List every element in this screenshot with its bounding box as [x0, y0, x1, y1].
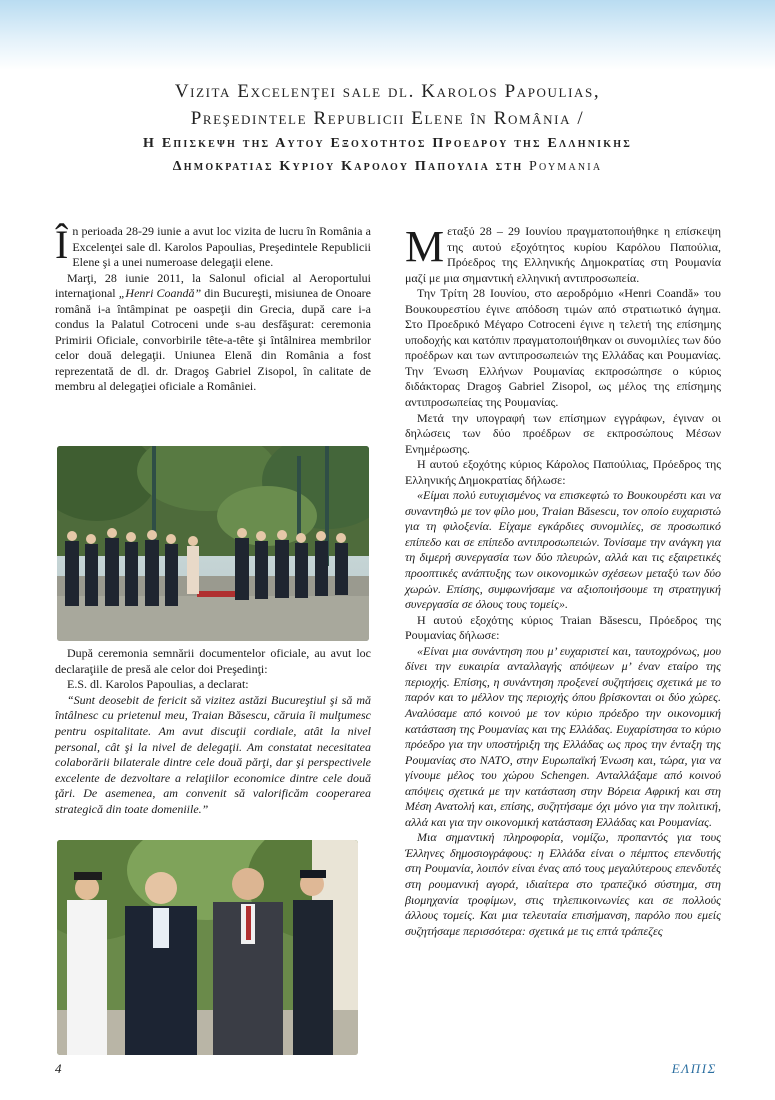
ro-paragraph-2 [55, 271, 371, 395]
gr-paragraph-4: Η αυτού εξοχότης κύριος Κάρολος Παπούλιας, Πρόεδρος της Ελληνικής Δημοκρατίας δήλωσε: [405, 457, 721, 487]
title-gr-line-1: Η Επισκεψη της Αυτου Εξοχοτητος Προεδρου της Ελληνικης [143, 136, 632, 151]
ro-airport-name: „Henri Coandă” [118, 286, 202, 301]
page-number: 4 [55, 1061, 62, 1076]
gr-quote-basescu-1: «Είναι μια συνάντηση που μ’ ευχαριστεί και, ταυτοχρόνως, μου δίνει την ευκαιρία ανταλλαγής απόψεων μ’ έναν εταίρο της περιοχής. Επίσης, η συνάντηση προξενεί συζητήσεις σχετικά με το παρόν και το μέλλον της περιοχής όπου βρίσκονται οι δύο χώρες. Αναλύσαμε από κοινού με τον κύριο πρόεδρο την οικονομική κατάσταση της Ρουμανίας και της Ελλάδας. Ευχαρίστησα το κύριο πρόεδρο για την υποστήριξη της Ελλάδας ως προς την ένταξη της Ρουμανίας στο ΝΑΤΟ, στην Ευρωπαϊκή Ένωση και, τώρα, για να γίνουμε μέλος του χώρου Schengen. Ανταλλάξαμε από κοινού απόψεις σχετικά με την κατάσταση στην Βόρεια Αφρική και στη Μέση Ανατολή και, επίσης, συζητήσαμε όχι μόνο για την πολιτική, αλλά και για την οικονομική κατάσταση Ελλάδας και Ρουμανίας. [405, 643, 721, 829]
gr-paragraph-2: Την Τρίτη 28 Ιουνίου, στο αεροδρόμιο «Henri Coandă» του Βουκουρεστίου έγινε απόδοση τιμών από στρατιωτικό άγημα. Στο Προεδρικό Μέγαρο Cotroceni έγινε η τελετή της επίσημης υποδοχής και κατόπιν πραγματοποιήθηκαν οι συνομιλίες των δύο προέδρων και των αντιπροσωπειών της Ελλάδας και Ρουμανίας. Την Ένωση Ελλήνων Ρουμανίας εκπροσώπησε ο κύριος διδάκτορας Dragoş Gabriel Zisopol, ως μέλος της επίσημης αντιπροσωπείας της Ρουμανίας. [405, 286, 721, 410]
gr-paragraph-1-text: εταξύ 28 – 29 Ιουνίου πραγματοποιήθηκε η επίσκεψη της αυτού εξοχότητος κυρίου Καρόλου Παπούλια, Πρόεδρος της Ελληνικής Δημοκρατίας στη Ρουμανία μαζί με μια σημαντική ελληνική αντιπροσωπεία. [405, 224, 721, 285]
ro-quote-papoulias: “Sunt deosebit de fericit să vizitez astăzi Bucureştiul şi să mă întâlnesc cu prietenul meu, Traian Băsescu, căruia îi mulţumesc pentru ospitalitate. Am avut discuţii cordiale, atât la nivel personal, cât şi la nivel de delegaţii. Am constatat necesitatea colaborării bilaterale dintre cele două părţi, dar şi perspectivele excelente de dezvoltare a relaţiilor economice dintre cele două ţări. De asemenea, am convenit să valorificăm cooperarea strategică din toate domeniile.” [55, 692, 371, 816]
photo-ceremony [57, 446, 369, 641]
photo-presidents [57, 840, 358, 1055]
gr-paragraph-3: Μετά την υπογραφή των επίσημων εγγράφων, έγιναν οι δηλώσεις των δύο προέδρων σε εκπροσώπους Μέσων Ενημέρωσης. [405, 410, 721, 456]
ro-paragraph-1 [55, 224, 371, 271]
title-ro-line-2: Preşedintele Republicii Elene în România / [190, 108, 585, 129]
title-gr-line-2-a: Δημοκρατιας Κυριου Καρολου Παπουλια στη [172, 159, 530, 174]
title-ro-line-1: Vizita Excelenţei sale dl. Karolos Papoulias, [174, 81, 601, 102]
ro-paragraph-2-a: Marţi, 28 iunie 2011, la Salonul oficial al Aeroportului internaţional [55, 270, 371, 301]
gr-paragraph-1 [405, 224, 721, 286]
magazine-name: ΕΛΠΙΣ [671, 1061, 717, 1076]
gr-quote-basescu-2: Μια σημαντική πληροφορία, νομίζω, προπαντός για τους Έλληνες δημοσιογράφους: η Ελλάδα είναι ο πέμπτος επενδυτής στη Ρουμανία, λοιπόν είναι ένας από τους μεγαλύτερους επενδυτές στη ρουμανική αγορά, ιδιαίτερα στο τραπεζικό σύστημα, στη βιομηχανία τροφίμων, στις τηλεπικοινωνίες και σε πολλούς άλλους τομείς. Και μια τελευταία επισήμανση, παρόλο που εμείς συζητήσαμε περισσότερα: σχετικά με τις επτά τράπεζες [405, 830, 721, 938]
gr-paragraph-6: Η αυτού εξοχότης κύριος Traian Băsescu, Πρόεδρος της Ρουμανίας δήλωσε: [405, 612, 721, 643]
ro-paragraph-1-text: n perioada 28-29 iunie a avut loc vizita de lucru în România a Excelenţei sale dl. Karolos Papoulias, Preşedintele Republicii Elene şi a unei numeroase delegaţii elene. [72, 224, 371, 270]
article-header [40, 78, 735, 178]
drop-cap-ro: Î [55, 222, 69, 267]
drop-cap-gr: Μ [405, 222, 445, 271]
ro-paragraph-4: E.S. dl. Karolos Papoulias, a declarat: [67, 677, 249, 692]
title-gr-line-2-b: Ρουμανια [529, 159, 603, 174]
right-column [405, 224, 721, 939]
ro-continuation [55, 646, 371, 818]
ro-paragraph-2-c: din Bucureşti, misiunea de Onoare română i-a întâmpinat pe oaspeţii din Grecia, după care i-a condus la Palatul Cotroceni unde s-au desfăşurat: ceremonia Primirii Oficiale, convorbirile tête-a-tête şi întâlnirea membrilor celor două delegaţii. Uniunea Elenă din România a fost reprezentată de dl. dr. Dragoş Gabriel Zisopol, în calitate de membru al delegaţiei oficiale a României. [55, 286, 371, 394]
ro-paragraph-3: După ceremonia semnării documentelor oficiale, au avut loc declaraţiile de presă ale celor doi Preşedinţi: [55, 646, 371, 676]
gr-quote-papoulias: «Είμαι πολύ ευτυχισμένος να επισκεφτώ το Βουκουρέστι και να συναντηθώ με τον φίλο μου, Traian Băsescu, τον οποίο ευχαριστώ για τη φιλοξενία. Είχαμε εγκάρδιες συνομιλίες, σε προσωπικό επίπεδο και σε επίπεδο αντιπροσωπειών. Τονίσαμε την ανάγκη για τη διμερή συνεργασία των δύο πλευρών, αλλά και τις εξαιρετικές προοπτικές ανάπτυξης των οικονομικών σχέσεων μεταξύ των δύο χωρών. Επίσης, συμφωνήσαμε να αξιοποιήσουμε τη στρατηγική συνεργασία σε όλους τους τομείς». [405, 488, 721, 612]
top-gradient-band [0, 0, 775, 70]
title-gr-line-2 [40, 155, 735, 178]
left-column [55, 224, 371, 395]
